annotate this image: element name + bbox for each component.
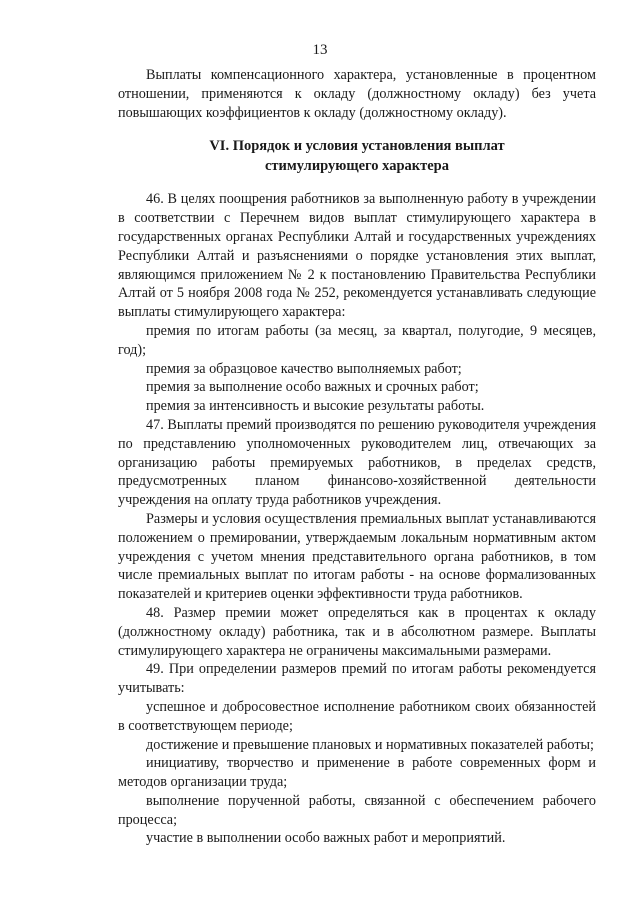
paragraph-47: 47. Выплаты премий производятся по решению руководителя учреждения по представлению уполномоченных руководителем лиц, отвечающих за организацию работы премируемых работников, в пределах средств, предусмотренных планом финансово-хозяйственной деятельности учреждения на оплату труда работников учреждения. — [118, 416, 596, 509]
section-heading-line-1: VI. Порядок и условия установления выплат — [209, 138, 505, 155]
paragraph-49-item-1: успешное и добросовестное исполнение работником своих обязанностей в соответствующем периоде; — [118, 698, 596, 734]
paragraph-49-item-5: участие в выполнении особо важных работ и мероприятий. — [146, 830, 506, 847]
paragraph-47-continued: Размеры и условия осуществления премиальных выплат устанавливаются положением о премировании, утверждаемым локальным нормативным актом учреждения с учетом мнения представительного органа работников, в том числе премиальных выплат по итогам работы - на основе формализованных показателей и критериев оценки эффективности труда работников. — [118, 510, 596, 603]
paragraph-46-item-4: премия за интенсивность и высокие результаты работы. — [146, 398, 485, 415]
document-body — [118, 66, 596, 848]
section-heading-line-2: стимулирующего характера — [265, 158, 449, 175]
paragraph-46-item-1: премия по итогам работы (за месяц, за квартал, полугодие, 9 месяцев, год); — [118, 322, 596, 358]
paragraph-48: 48. Размер премии может определяться как в процентах к окладу (должностному окладу) работника, так и в абсолютном размере. Выплаты стимулирующего характера не ограничены максимальными размерами. — [118, 604, 596, 659]
paragraph-49-item-4: выполнение порученной работы, связанной с обеспечением рабочего процесса; — [118, 792, 596, 828]
paragraph-49-item-2: достижение и превышение плановых и нормативных показателей работы; — [146, 736, 594, 753]
section-heading — [118, 122, 596, 190]
intro-paragraph: Выплаты компенсационного характера, установленные в процентном отношении, применяются к окладу (должностному окладу) без учета повышающих коэффициентов к окладу (должностному окладу). — [118, 67, 596, 121]
paragraph-49: 49. При определении размеров премий по итогам работы рекомендуется учитывать: — [118, 661, 596, 697]
page-number: 13 — [312, 42, 328, 58]
paragraph-46-item-2: премия за образцовое качество выполняемых работ; — [146, 360, 462, 377]
paragraph-49-item-3: инициативу, творчество и применение в работе современных форм и методов организации труда; — [118, 755, 596, 791]
paragraph-46-item-3: премия за выполнение особо важных и срочных работ; — [146, 379, 479, 396]
paragraph-46: 46. В целях поощрения работников за выполненную работу в учреждении в соответствии с Перечнем видов выплат стимулирующего характера в государственных органах Республики Алтай и государственных учреждениях Республики Алтай и разъяснениями о порядке установления этих выплат, являющимся приложением № 2 к постановлению Правительства Республики Алтай от 5 ноября 2008 года № 252, рекомендуется устанавливать следующие выплаты стимулирующего характера: — [118, 191, 596, 321]
